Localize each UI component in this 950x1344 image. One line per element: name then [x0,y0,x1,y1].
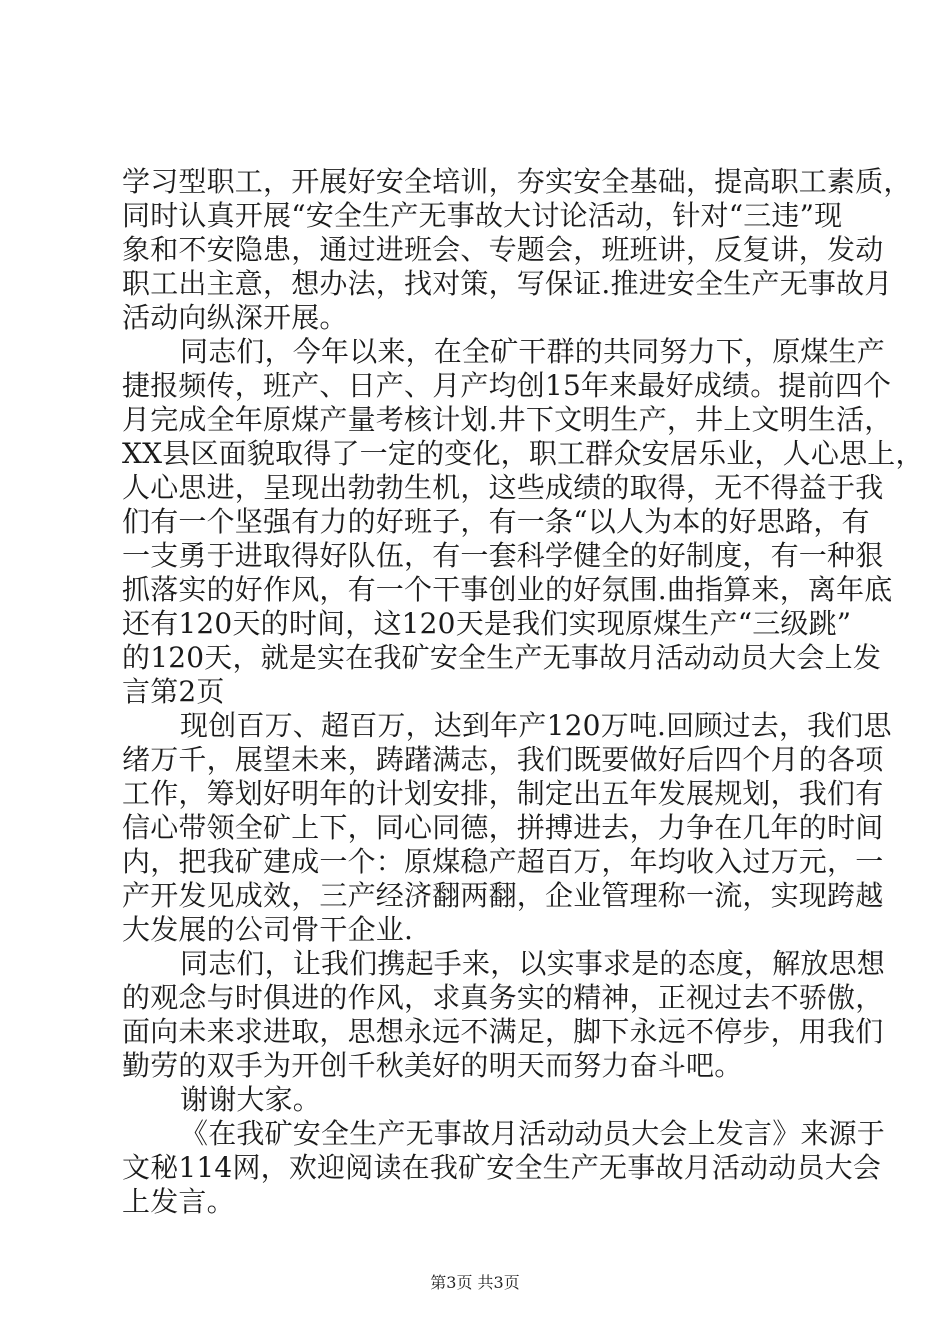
body-line: 月完成全年原煤产量考核计划.井下文明生产，井上文明生活， [122,403,893,436]
body-line: 大发展的公司骨干企业. [122,913,414,946]
body-line: 人心思进，呈现出勃勃生机，这些成绩的取得，无不得益于我 [122,471,884,504]
body-line: 勤劳的双手为开创千秋美好的明天而努力奋斗吧。 [122,1049,743,1082]
body-line: 同志们，今年以来，在全矿干群的共同努力下，原煤生产 [180,335,886,368]
body-line: 谢谢大家。 [180,1083,322,1116]
body-line: 一支勇于进取得好队伍，有一套科学健全的好制度，有一种狠 [122,539,884,572]
body-line: 文秘114网，欢迎阅读在我矿安全生产无事故月活动动员大会 [122,1151,882,1184]
body-line: 产开发见成效，三产经济翻两翻，企业管理称一流，实现跨越 [122,879,884,912]
body-line: 的120天，就是实在我矿安全生产无事故月活动动员大会上发 [122,641,882,674]
body-line: 内，把我矿建成一个：原煤稳产超百万，年均收入过万元，一 [122,845,884,878]
body-line: 言第2页 [122,675,225,708]
page-footer: 第3页 共3页 [430,1273,520,1292]
body-line: 的观念与时俱进的作风，求真务实的精神，正视过去不骄傲， [122,981,884,1014]
body-line: XX县区面貌取得了一定的变化，职工群众安居乐业，人心思上， [122,437,924,470]
body-line: 们有一个坚强有力的好班子，有一条“以人为本的好思路，有 [122,505,870,538]
body-line: 职工出主意，想办法，找对策，写保证.推进安全生产无事故月 [122,267,893,300]
body-line: 绪万千，展望未来，踌躇满志，我们既要做好后四个月的各项 [122,743,884,776]
body-line: 学习型职工，开展好安全培训，夯实安全基础，提高职工素质， [122,165,912,198]
body-line: 信心带领全矿上下，同心同德，拼搏进去，力争在几年的时间 [122,811,884,844]
body-line: 还有120天的时间，这120天是我们实现原煤生产“三级跳” [122,607,852,640]
body-line: 同时认真开展“安全生产无事故大讨论活动，针对“三违”现 [122,199,843,232]
body-line: 捷报频传，班产、日产、月产均创15年来最好成绩。提前四个 [122,369,892,402]
body-line: 象和不安隐患，通过进班会、专题会，班班讲，反复讲，发动 [122,233,884,266]
body-line: 面向未来求进取，思想永远不满足，脚下永远不停步，用我们 [122,1015,884,1048]
body-line: 现创百万、超百万，达到年产120万吨.回顾过去，我们思 [180,709,892,742]
body-line: 同志们，让我们携起手来，以实事求是的态度，解放思想 [180,947,886,980]
body-line: 《在我矿安全生产无事故月活动动员大会上发言》来源于 [180,1117,886,1150]
body-line: 抓落实的好作风，有一个干事创业的好氛围.曲指算来，离年底 [122,573,893,606]
body-line: 工作，筹划好明年的计划安排，制定出五年发展规划，我们有 [122,777,884,810]
body-line: 上发言。 [122,1185,235,1218]
body-line: 活动向纵深开展。 [122,301,348,334]
